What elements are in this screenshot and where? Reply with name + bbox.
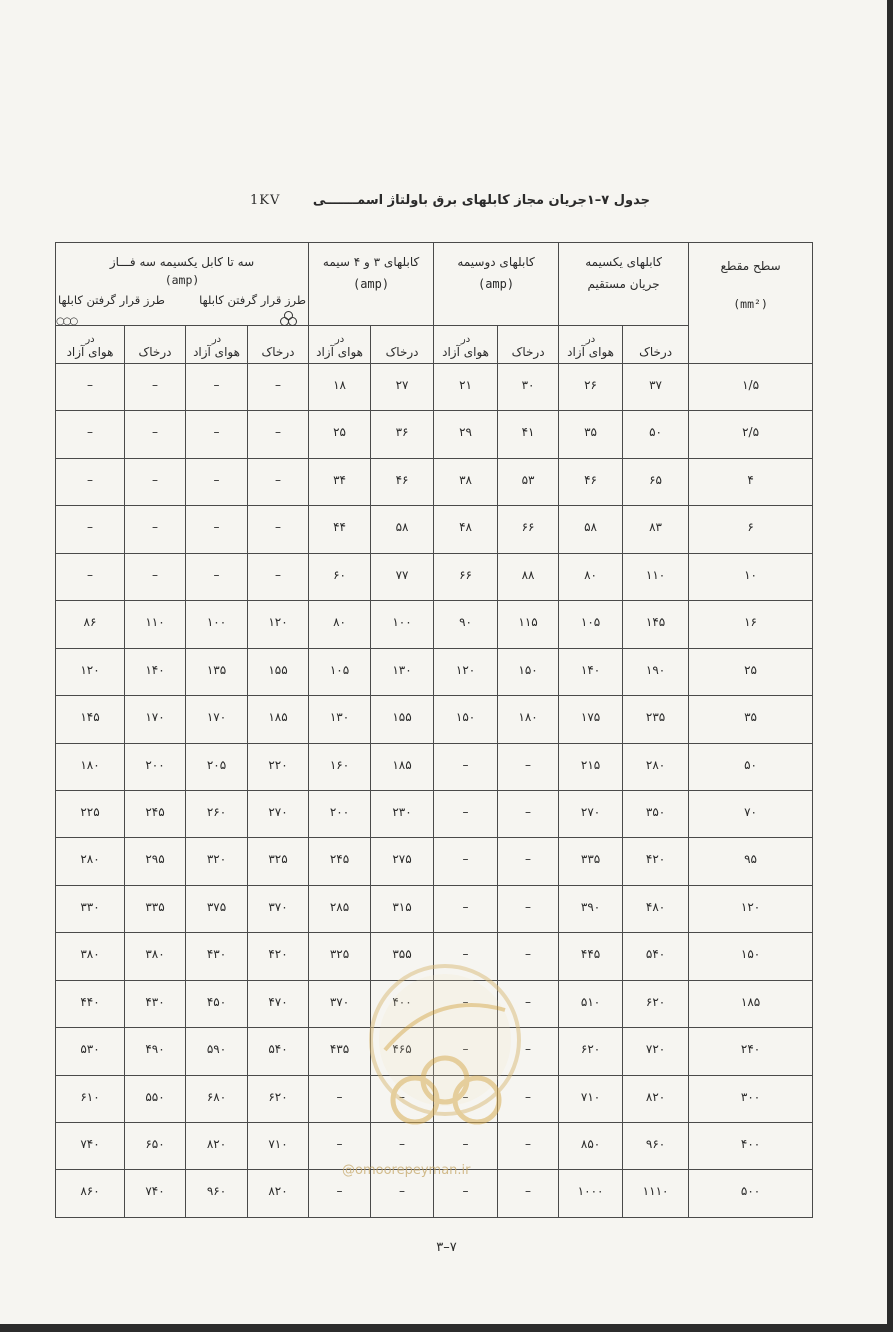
three-single-core-unit: (amp) (164, 273, 200, 287)
cross-section-cell: ۱۲۰ (689, 885, 813, 932)
cross-section-cell: ۹۵ (689, 838, 813, 885)
table-row (56, 980, 813, 1027)
current-value-cell: ۲۴۵ (309, 838, 371, 885)
current-value-cell: – (434, 1028, 498, 1075)
current-value-cell: ۱۱۰ (125, 601, 186, 648)
current-value-cell: ۳۰ (498, 364, 559, 411)
current-value-cell: – (125, 553, 186, 600)
cross-section-cell: ۶ (689, 506, 813, 553)
subheader-in-soil (498, 326, 559, 364)
current-value-cell: ۱۰۰۰ (559, 1170, 623, 1218)
in-label: در (211, 334, 222, 345)
subheader-in-air (56, 326, 125, 364)
current-value-cell: – (56, 506, 125, 553)
current-value-cell: ۱۸ (309, 364, 371, 411)
current-value-cell: ۵۵۰ (125, 1075, 186, 1122)
current-value-cell: – (498, 1170, 559, 1218)
arrangement-label-1: طرز قرار گرفتن کابلها (199, 293, 307, 307)
open-air-label: هوای آزاد (442, 345, 489, 359)
current-value-cell: ۱۳۰ (371, 648, 434, 695)
single-core-label: کابلهای یکسیمه جریان مستقیم (585, 255, 662, 291)
current-value-cell: ۳۸۰ (125, 933, 186, 980)
voltage-label: 1KV (250, 193, 281, 208)
current-value-cell: ۵۳ (498, 458, 559, 505)
subheader-in-air (434, 326, 498, 364)
current-value-cell: ۲۲۵ (56, 790, 125, 837)
in-label: در (85, 334, 95, 345)
current-value-cell: – (434, 1170, 498, 1218)
table-row (56, 411, 813, 458)
current-value-cell: ۴۱ (498, 411, 559, 458)
current-value-cell: ۴۶ (371, 458, 434, 505)
current-value-cell: ۵۸ (559, 506, 623, 553)
cross-section-cell: ۱۰ (689, 553, 813, 600)
current-value-cell: – (434, 1075, 498, 1122)
current-value-cell: – (371, 1123, 434, 1170)
current-value-cell: ۳۳۵ (125, 885, 186, 932)
current-value-cell: – (186, 411, 248, 458)
current-value-cell: ۲۶ (559, 364, 623, 411)
current-value-cell: ۳۷۵ (186, 885, 248, 932)
arrangement-label-2: طرز قرار گرفتن کابلها (58, 293, 165, 307)
current-value-cell: ۶۲۰ (623, 980, 689, 1027)
current-value-cell: ۵۴۰ (248, 1028, 309, 1075)
current-value-cell: – (498, 933, 559, 980)
table-row (56, 743, 813, 790)
current-value-cell: ۴۳۵ (309, 1028, 371, 1075)
current-value-cell: – (434, 790, 498, 837)
header-three-four-core (309, 243, 434, 326)
header-single-core (559, 243, 689, 326)
current-value-cell: – (56, 553, 125, 600)
current-value-cell: ۱۷۰ (125, 696, 186, 743)
current-value-cell: ۷۱۰ (248, 1123, 309, 1170)
current-value-cell: ۱۱۱۰ (623, 1170, 689, 1218)
current-value-cell: ۳۳۰ (56, 885, 125, 932)
current-value-cell: ۳۷۰ (309, 980, 371, 1027)
cross-section-cell: ۴۰۰ (689, 1123, 813, 1170)
two-core-label: کابلهای دوسیمه (457, 255, 535, 269)
current-value-cell: – (56, 364, 125, 411)
current-value-cell: – (309, 1075, 371, 1122)
current-value-cell: ۴۶ (559, 458, 623, 505)
current-value-cell: ۴۶۵ (371, 1028, 434, 1075)
current-value-cell: ۸۲۰ (248, 1170, 309, 1218)
current-value-cell: ۴۸ (434, 506, 498, 553)
current-value-cell: – (498, 1075, 559, 1122)
current-value-cell: – (498, 790, 559, 837)
current-value-cell: – (434, 980, 498, 1027)
table-row (56, 601, 813, 648)
current-value-cell: ۶۵ (623, 458, 689, 505)
arrangement-icons (56, 311, 308, 325)
current-value-cell: ۶۵۰ (125, 1123, 186, 1170)
current-value-cell: – (56, 411, 125, 458)
current-value-cell: – (498, 1123, 559, 1170)
current-value-cell: ۶۲۰ (248, 1075, 309, 1122)
current-value-cell: ۱۹۰ (623, 648, 689, 695)
cross-section-cell: ۱۸۵ (689, 980, 813, 1027)
current-value-cell: – (56, 458, 125, 505)
in-label: در (585, 334, 596, 345)
current-value-cell: ۲۹۵ (125, 838, 186, 885)
current-value-cell: ۴۵۰ (186, 980, 248, 1027)
table-caption (250, 193, 650, 208)
current-value-cell: – (498, 838, 559, 885)
cross-section-cell: ۳۰۰ (689, 1075, 813, 1122)
subheader-in-soil (623, 326, 689, 364)
current-value-cell: ۲۷۵ (371, 838, 434, 885)
current-value-cell: – (248, 506, 309, 553)
subheader-in-air (309, 326, 371, 364)
cross-section-cell: ۲/۵ (689, 411, 813, 458)
cross-section-cell: ۵۰ (689, 743, 813, 790)
current-value-cell: ۲۵ (309, 411, 371, 458)
in-soil-label: درخاک (511, 345, 545, 359)
current-value-cell: ۶۰ (309, 553, 371, 600)
current-value-cell: ۳۹۰ (559, 885, 623, 932)
current-value-cell: ۱۷۰ (186, 696, 248, 743)
current-value-cell: ۱۴۵ (56, 696, 125, 743)
current-value-cell: ۱۱۵ (498, 601, 559, 648)
cross-section-label: سطح مقطع (720, 259, 781, 273)
current-value-cell: ۵۸ (371, 506, 434, 553)
open-air-label: هوای آزاد (316, 345, 363, 359)
three-four-core-unit: (amp) (352, 277, 390, 291)
current-value-cell: ۳۷ (623, 364, 689, 411)
current-value-cell: ۸۰ (309, 601, 371, 648)
current-value-cell: – (498, 1028, 559, 1075)
current-value-cell: – (371, 1170, 434, 1218)
subheader-in-soil (248, 326, 309, 364)
current-value-cell: ۳۸ (434, 458, 498, 505)
current-value-cell: ۳۲۰ (186, 838, 248, 885)
current-value-cell: ۴۴۰ (56, 980, 125, 1027)
current-value-cell: ۱۱۰ (623, 553, 689, 600)
current-value-cell: ۴۲۰ (623, 838, 689, 885)
current-value-cell: ۳۷۰ (248, 885, 309, 932)
current-value-cell: – (248, 458, 309, 505)
current-value-cell: ۶۶ (498, 506, 559, 553)
current-value-cell: ۱۲۰ (434, 648, 498, 695)
cross-section-cell: ۳۵ (689, 696, 813, 743)
current-value-cell: ۱۰۰ (186, 601, 248, 648)
current-value-cell: ۴۷۰ (248, 980, 309, 1027)
table-row (56, 1170, 813, 1218)
current-value-cell: – (186, 364, 248, 411)
current-value-cell: ۷۲۰ (623, 1028, 689, 1075)
header-cross-section (689, 243, 813, 364)
current-value-cell: ۲۱۵ (559, 743, 623, 790)
current-value-cell: ۷۷ (371, 553, 434, 600)
in-soil-label: درخاک (385, 345, 419, 359)
cross-section-cell: ۲۴۰ (689, 1028, 813, 1075)
current-value-cell: ۲۳۰ (371, 790, 434, 837)
current-value-cell: – (186, 458, 248, 505)
table-row (56, 696, 813, 743)
cable-current-table (55, 242, 813, 1218)
current-value-cell: ۴۸۰ (623, 885, 689, 932)
current-value-cell: ۵۱۰ (559, 980, 623, 1027)
current-value-cell: ۵۰ (623, 411, 689, 458)
header-three-single-core (56, 243, 309, 326)
current-value-cell: – (309, 1170, 371, 1218)
cross-section-cell: ۷۰ (689, 790, 813, 837)
current-value-cell: ۱۰۵ (309, 648, 371, 695)
current-value-cell: ۸۰ (559, 553, 623, 600)
current-value-cell: – (434, 933, 498, 980)
current-value-cell: ۲۰۵ (186, 743, 248, 790)
current-value-cell: ۱۳۰ (309, 696, 371, 743)
current-value-cell: ۳۵۰ (623, 790, 689, 837)
current-value-cell: ۴۲۰ (248, 933, 309, 980)
current-value-cell: ۱۵۰ (434, 696, 498, 743)
current-value-cell: ۱۵۰ (498, 648, 559, 695)
current-value-cell: ۸۳ (623, 506, 689, 553)
current-value-cell: ۱۸۰ (56, 743, 125, 790)
in-soil-label: درخاک (261, 345, 295, 359)
current-value-cell: ۸۶۰ (56, 1170, 125, 1218)
subheader-in-air (559, 326, 623, 364)
current-value-cell: – (309, 1123, 371, 1170)
current-value-cell: ۷۴۰ (125, 1170, 186, 1218)
watermark-url: @omoorepeyman.ir (342, 1163, 471, 1178)
current-value-cell: – (434, 743, 498, 790)
table-row (56, 838, 813, 885)
current-value-cell: ۳۵۵ (371, 933, 434, 980)
table-row (56, 553, 813, 600)
current-value-cell: ۶۶ (434, 553, 498, 600)
current-value-cell: ۲۴۵ (125, 790, 186, 837)
table-row (56, 458, 813, 505)
current-value-cell: ۳۴ (309, 458, 371, 505)
open-air-label: هوای آزاد (193, 345, 240, 359)
flat-arrangement-icon: ○○○ (56, 316, 77, 327)
current-value-cell: ۶۸۰ (186, 1075, 248, 1122)
current-value-cell: – (498, 743, 559, 790)
cross-section-cell: ۱۶ (689, 601, 813, 648)
current-value-cell: ۸۲۰ (186, 1123, 248, 1170)
current-value-cell: ۲۷۰ (559, 790, 623, 837)
current-value-cell: ۶۱۰ (56, 1075, 125, 1122)
current-value-cell: ۳۱۵ (371, 885, 434, 932)
current-value-cell: ۲۷۰ (248, 790, 309, 837)
current-value-cell: ۹۶۰ (623, 1123, 689, 1170)
current-value-cell: ۴۴۵ (559, 933, 623, 980)
cross-section-cell: ۵۰۰ (689, 1170, 813, 1218)
current-value-cell: ۳۵ (559, 411, 623, 458)
table-row (56, 1123, 813, 1170)
three-four-core-label: کابلهای ۳ و ۴ سیمه (322, 255, 420, 269)
current-value-cell: ۲۳۵ (623, 696, 689, 743)
current-value-cell: ۱۴۵ (623, 601, 689, 648)
current-value-cell: ۷۴۰ (56, 1123, 125, 1170)
current-value-cell: ۱۸۰ (498, 696, 559, 743)
current-value-cell: – (434, 838, 498, 885)
table-row (56, 933, 813, 980)
current-value-cell: – (434, 1123, 498, 1170)
cross-section-cell: ۱/۵ (689, 364, 813, 411)
current-value-cell: – (248, 553, 309, 600)
table-row (56, 1075, 813, 1122)
current-value-cell: ۵۳۰ (56, 1028, 125, 1075)
current-value-cell: ۸۸ (498, 553, 559, 600)
open-air-label: هوای آزاد (567, 345, 614, 359)
open-air-label: هوای آزاد (66, 345, 114, 359)
current-value-cell: ۲۷ (371, 364, 434, 411)
cross-section-cell: ۲۵ (689, 648, 813, 695)
current-value-cell: ۱۴۰ (559, 648, 623, 695)
current-value-cell: ۲۸۵ (309, 885, 371, 932)
in-soil-label: درخاک (639, 345, 673, 359)
current-value-cell: ۸۵۰ (559, 1123, 623, 1170)
table-row (56, 506, 813, 553)
current-value-cell: ۲۰۰ (125, 743, 186, 790)
page-number: ۳–۷ (436, 1240, 457, 1255)
table-row (56, 885, 813, 932)
current-value-cell: – (371, 1075, 434, 1122)
subheader-in-soil (125, 326, 186, 364)
three-single-core-label: سه تا کابل یکسیمه سه فـــاز (109, 255, 255, 269)
table-row (56, 1028, 813, 1075)
current-value-cell: – (186, 506, 248, 553)
current-value-cell: ۱۸۵ (371, 743, 434, 790)
current-value-cell: ۱۲۰ (56, 648, 125, 695)
current-value-cell: ۴۹۰ (125, 1028, 186, 1075)
current-value-cell: ۲۱ (434, 364, 498, 411)
current-value-cell: – (498, 980, 559, 1027)
current-value-cell: ۲۸۰ (56, 838, 125, 885)
current-value-cell: ۳۲۵ (309, 933, 371, 980)
header-two-core (434, 243, 559, 326)
current-value-cell: ۲۲۰ (248, 743, 309, 790)
current-value-cell: – (186, 553, 248, 600)
current-value-cell: ۱۰۰ (371, 601, 434, 648)
current-value-cell: ۹۶۰ (186, 1170, 248, 1218)
arrangement-row (56, 289, 308, 311)
two-core-unit: (amp) (477, 277, 515, 291)
table-title: جدول ۷–۱جریان مجاز کابلهای برق باولتاژ اسمـــــــی (312, 193, 650, 208)
subheader-in-air (186, 326, 248, 364)
current-value-cell: ۱۳۵ (186, 648, 248, 695)
current-value-cell: ۲۰۰ (309, 790, 371, 837)
current-value-cell: – (125, 411, 186, 458)
current-value-cell: – (248, 411, 309, 458)
current-value-cell: ۴۴ (309, 506, 371, 553)
table-row (56, 648, 813, 695)
in-label: در (460, 334, 471, 345)
current-value-cell: ۸۶ (56, 601, 125, 648)
current-value-cell: ۶۲۰ (559, 1028, 623, 1075)
current-value-cell: ۳۳۵ (559, 838, 623, 885)
current-value-cell: ۱۷۵ (559, 696, 623, 743)
current-value-cell: ۱۰۵ (559, 601, 623, 648)
current-value-cell: ۳۸۰ (56, 933, 125, 980)
cross-section-cell: ۴ (689, 458, 813, 505)
current-value-cell: ۵۴۰ (623, 933, 689, 980)
current-value-cell: ۸۲۰ (623, 1075, 689, 1122)
current-value-cell: ۳۲۵ (248, 838, 309, 885)
current-value-cell: ۵۹۰ (186, 1028, 248, 1075)
current-value-cell: ۴۰۰ (371, 980, 434, 1027)
current-value-cell: ۱۲۰ (248, 601, 309, 648)
trefoil-arrangement-icon (280, 311, 296, 325)
current-value-cell: ۱۸۵ (248, 696, 309, 743)
current-value-cell: – (125, 506, 186, 553)
current-value-cell: ۷۱۰ (559, 1075, 623, 1122)
in-soil-label: درخاک (138, 345, 172, 359)
cross-section-cell: ۱۵۰ (689, 933, 813, 980)
current-value-cell: ۲۸۰ (623, 743, 689, 790)
current-value-cell: ۴۳۰ (125, 980, 186, 1027)
table-body (56, 364, 813, 1218)
table-row (56, 364, 813, 411)
current-value-cell: – (248, 364, 309, 411)
current-value-cell: – (498, 885, 559, 932)
current-value-cell: – (125, 364, 186, 411)
current-value-cell: – (125, 458, 186, 505)
subheader-in-soil (371, 326, 434, 364)
current-value-cell: ۹۰ (434, 601, 498, 648)
table-row (56, 790, 813, 837)
current-value-cell: ۱۵۵ (248, 648, 309, 695)
current-value-cell: ۱۵۵ (371, 696, 434, 743)
in-label: در (334, 334, 345, 345)
current-value-cell: ۳۶ (371, 411, 434, 458)
current-value-cell: ۱۴۰ (125, 648, 186, 695)
current-value-cell: ۱۶۰ (309, 743, 371, 790)
current-value-cell: ۴۳۰ (186, 933, 248, 980)
current-value-cell: ۲۶۰ (186, 790, 248, 837)
current-value-cell: ۲۹ (434, 411, 498, 458)
cross-section-unit: (mm²) (733, 297, 768, 311)
current-value-cell: – (434, 885, 498, 932)
